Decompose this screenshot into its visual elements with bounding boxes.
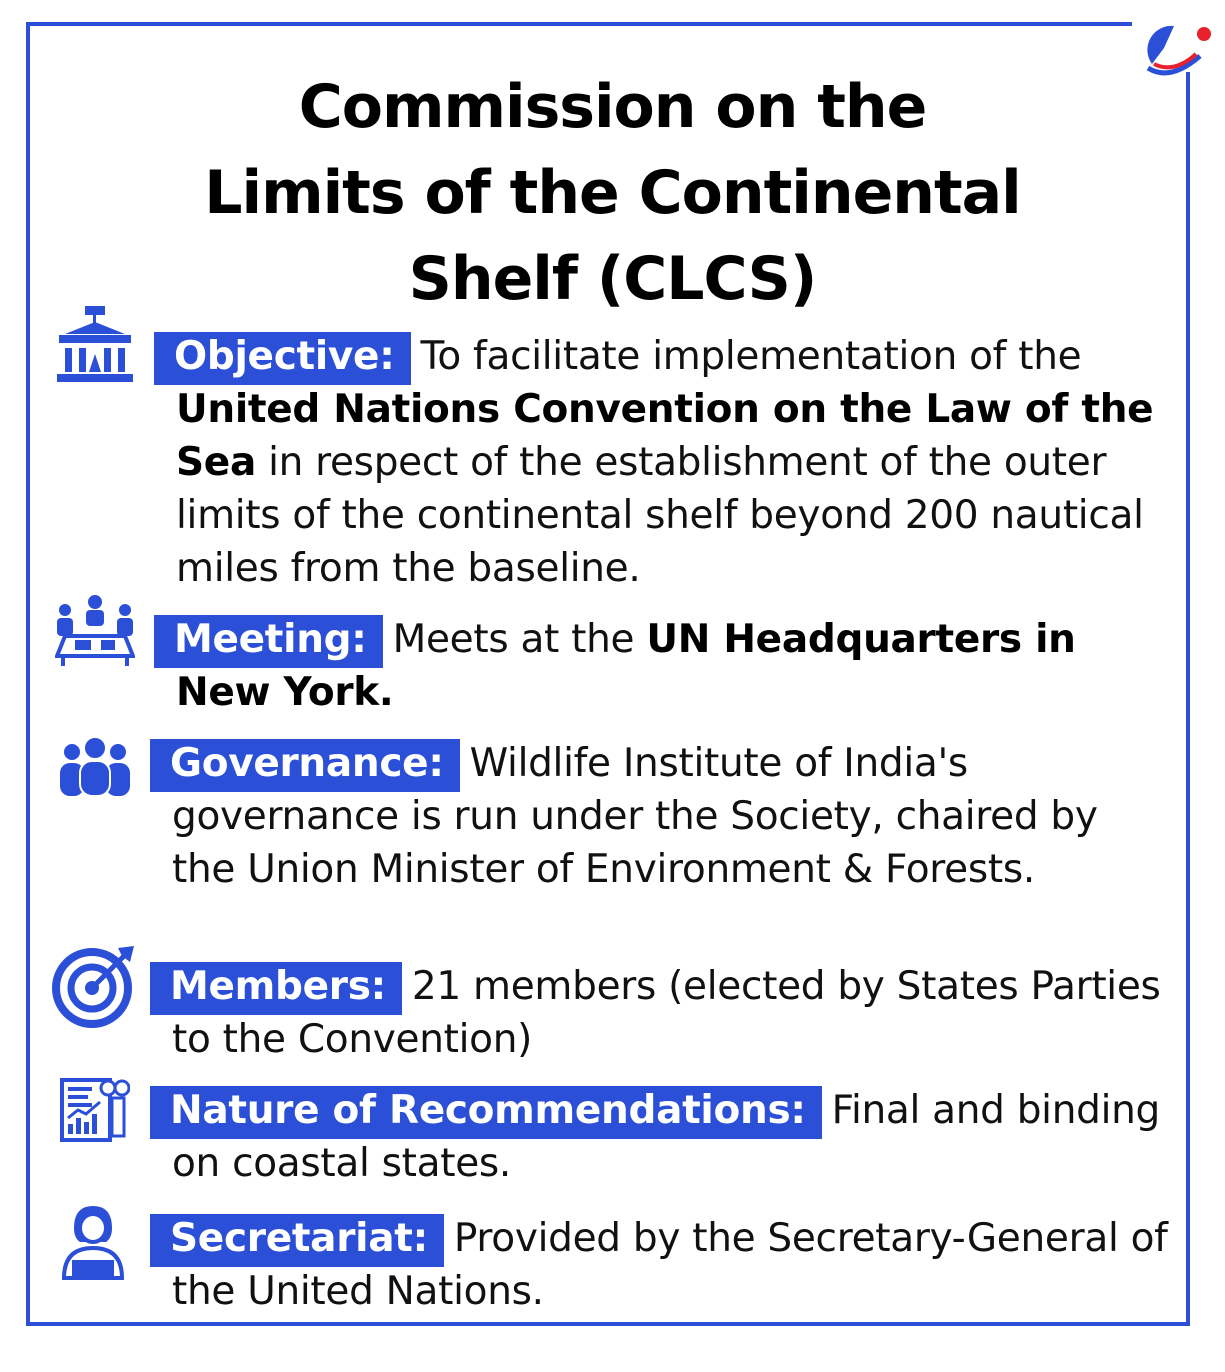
members-label: Members: bbox=[150, 962, 402, 1015]
title-line-1: Commission on the bbox=[298, 72, 927, 142]
objective-text-before: To facilitate implementation of the bbox=[420, 334, 1082, 379]
governance-description: Wildlife Institute of India's governance is run under the Society, chaired by the Union Minister of Environment & Forests. bbox=[172, 741, 1098, 892]
target-icon bbox=[50, 942, 136, 1028]
meeting-text bbox=[176, 613, 1176, 719]
secretariat-description: Provided by the Secretary-General of the United Nations. bbox=[172, 1216, 1168, 1314]
page-title bbox=[60, 64, 1165, 322]
recommendations-label: Nature of Recommendations: bbox=[150, 1086, 822, 1139]
unclos-bold: United Nations Convention on the Law of the Sea bbox=[176, 387, 1154, 485]
report-chart-icon bbox=[58, 1078, 130, 1142]
secretariat-text bbox=[172, 1212, 1172, 1318]
objective-text-after: in respect of the establishment of the outer limits of the continental shelf beyond 200 nautical miles from the baseline. bbox=[176, 440, 1144, 591]
recommendations-description: Final and binding on coastal states. bbox=[172, 1088, 1160, 1186]
title-line-3: Shelf (CLCS) bbox=[408, 244, 817, 314]
government-building-icon bbox=[55, 304, 135, 386]
un-headquarters-bold: UN Headquarters in New York. bbox=[176, 617, 1076, 715]
user-laptop-icon bbox=[60, 1204, 126, 1280]
secretariat-label: Secretariat: bbox=[150, 1214, 444, 1267]
group-people-icon bbox=[56, 736, 134, 796]
members-text bbox=[172, 960, 1172, 1066]
meeting-table-icon bbox=[55, 594, 135, 668]
title-line-2: Limits of the Continental bbox=[204, 158, 1021, 228]
recommendations-text bbox=[172, 1084, 1172, 1190]
governance-label: Governance: bbox=[150, 739, 460, 792]
meeting-text-before: Meets at the bbox=[392, 617, 647, 662]
objective-text bbox=[176, 330, 1176, 595]
governance-text bbox=[172, 737, 1172, 896]
members-description: 21 members (elected by States Parties to the Convention) bbox=[172, 964, 1161, 1062]
objective-label: Objective: bbox=[154, 332, 411, 385]
meeting-label: Meeting: bbox=[154, 615, 383, 668]
